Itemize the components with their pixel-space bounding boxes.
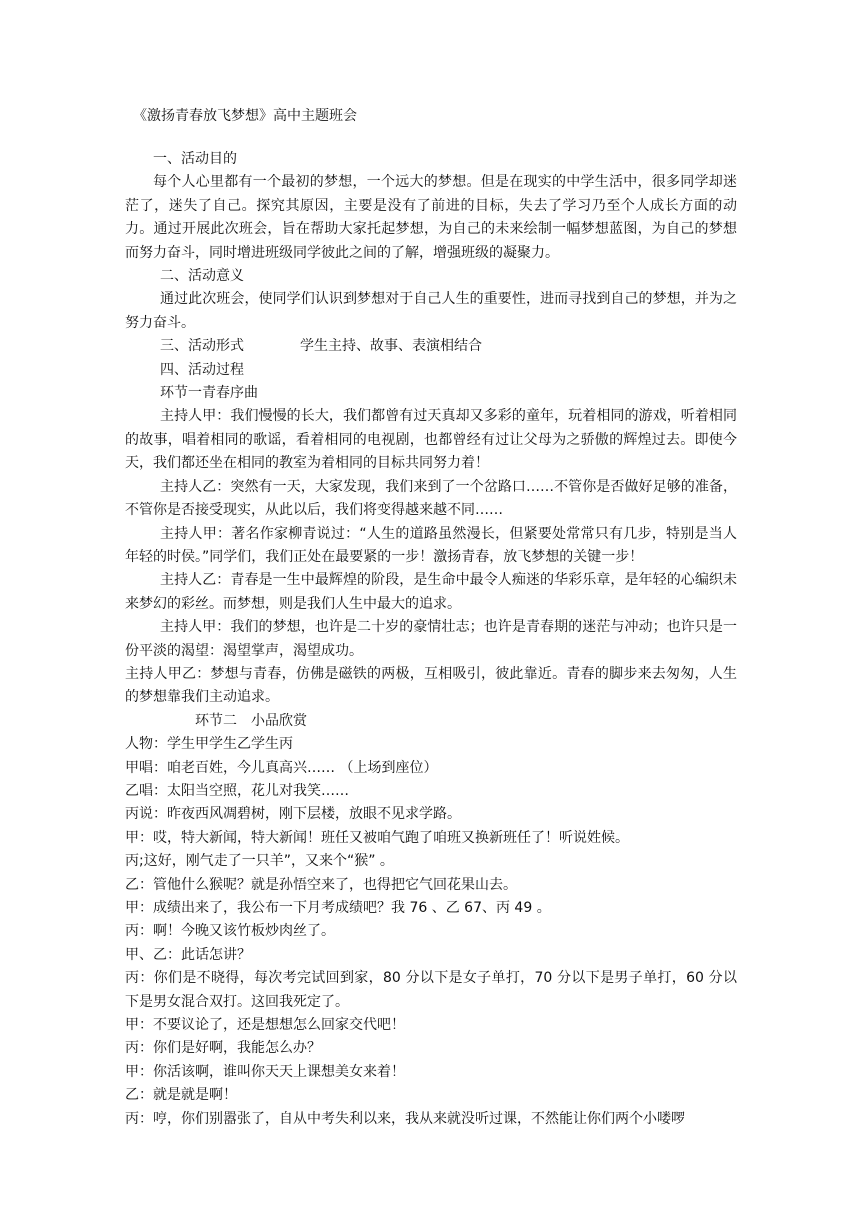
host-b-line-1: 主持人乙：突然有一天，大家发现，我们来到了一个岔路口……不管你是否做好足够的准备，不管你是否接受现实，从此以后，我们将变得越来越不同…… [125,478,737,519]
characters-line: 人物：学生甲学生乙学生丙 [125,736,293,753]
skit-line-14: 乙：就是就是啊！ [125,1087,237,1104]
host-a-line-3: 主持人甲：我们的梦想，也许是二十岁的豪情壮志；也许是青春期的迷茫与冲动；也许只是一份平淡的渴望：渴望掌声，渴望成功。 [125,619,737,659]
activity-form-line [125,335,737,358]
section-one-heading: 环节一青春序曲 [160,385,258,402]
skit-line-2: 乙唱：太阳当空照，花儿对我笑…… [125,782,349,799]
skit-line-12: 丙：你们是好啊，我能怎么办？ [125,1040,321,1057]
heading-significance: 二、活动意义 [160,268,244,285]
skit-line-9: 甲、乙：此话怎讲？ [125,946,251,963]
skit-line-13: 甲：你活该啊，谁叫你天天上课想美女来着！ [125,1063,405,1080]
section-two-value: 小品欣赏 [251,712,307,729]
host-a-line-1: 主持人甲：我们慢慢的长大，我们都曾有过天真却又多彩的童年，玩着相同的游戏，听着相同的故事，唱着相同的歌谣，看着相同的电视剧，也都曾经有过让父母为之骄傲的辉煌过去。即使今天，我们都还坐在相同的教室为着相同的目标共同努力着！ [125,408,737,472]
heading-purpose: 一、活动目的 [153,151,237,167]
activity-form-value: 学生主持、故事、表演相结合 [300,338,482,355]
skit-line-6: 乙：管他什么猴呢？就是孙悟空来了，也得把它气回花果山去。 [125,876,517,893]
skit-line-15: 丙：哼，你们别嚣张了，自从中考失利以来，我从来就没听过课，不然能让你们两个小喽啰 [125,1110,685,1127]
skit-line-5: 丙;这好，刚气走了一只羊”，又来个“猴” 。 [125,853,394,870]
heading-process: 四、活动过程 [160,361,244,378]
skit-line-3: 丙说：昨夜西风凋碧树，刚下层楼，放眼不见求学路。 [125,806,461,823]
document-title: 《激扬青春放飞梦想》高中主题班会 [133,108,357,124]
paragraph-purpose: 每个人心里都有一个最初的梦想，一个远大的梦想。但是在现实的中学生活中，很多同学却迷茫了，迷失了自己。探究其原因，主要是没有了前进的目标，失去了学习乃至个人成长方面的动力。通过开展此次班会，旨在帮助大家托起梦想，为自己的未来绘制一幅梦想蓝图，为自己的梦想而努力奋斗，同时增进班级同学彼此之间的了解，增强班级的凝聚力。 [125,174,737,261]
skit-line-7: 甲：成绩出来了，我公布一下月考成绩吧？我 76 、乙 67、丙 49 。 [125,900,551,916]
skit-line-8: 丙：啊！今晚又该竹板炒肉丝了。 [125,923,335,940]
body-part-1 [125,148,737,1131]
paragraph-significance: 通过此次班会，使同学们认识到梦想对于自己人生的重要性，进而寻找到自己的梦想，并为之努力奋斗。 [125,291,737,331]
skit-line-4: 甲：哎，特大新闻，特大新闻！班任又被咱气跑了咱班又换新班任了！听说姓候。 [125,829,629,846]
host-a-line-2: 主持人甲：著名作家柳青说过：“人生的道路虽然漫长，但紧要处常常只有几步，特别是当人年轻的时侯。”同学们，我们正处在最要紧的一步！激扬青春，放飞梦想的关键一步！ [125,525,737,565]
activity-form-label: 三、活动形式 [160,338,244,355]
skit-line-10: 丙：你们是不晓得，每次考完试回到家，80 分以下是女子单打，70 分以下是男子单打，60 分以下是男女混合双打。这回我死定了。 [125,970,737,1010]
skit-line-1: 甲唱：咱老百姓，今儿真高兴…… （上场到座位） [125,759,438,776]
host-ab-line: 主持人甲乙：梦想与青春，仿佛是磁铁的两极，互相吸引，彼此靠近。青春的脚步来去匆匆，人生的梦想靠我们主动追求。 [125,665,737,706]
section-two-heading [125,710,737,733]
section-two-label: 环节二 [195,712,237,729]
skit-line-11: 甲：不要议论了，还是想想怎么回家交代吧！ [125,1017,405,1034]
host-b-line-2: 主持人乙：青春是一生中最辉煌的阶段，是生命中最令人痴迷的华彩乐章，是年轻的心编织未来梦幻的彩丝。而梦想，则是我们人生中最大的追求。 [125,572,737,612]
